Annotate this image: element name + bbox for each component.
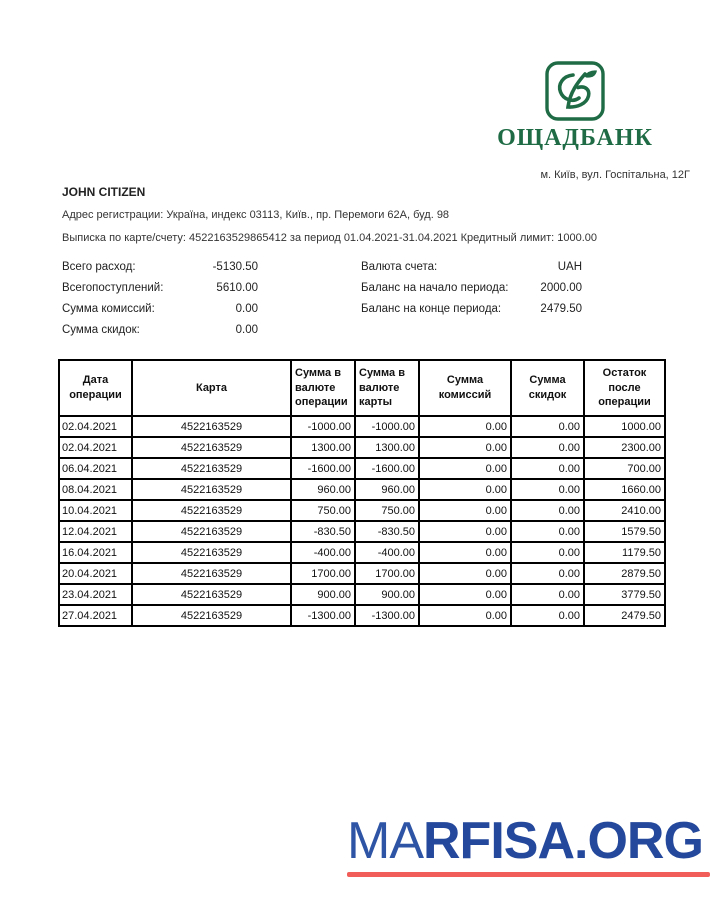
cell-amount: -1000.00 — [291, 416, 355, 437]
cell-card: 4522163529 — [132, 437, 291, 458]
summary-label: Баланс на начало периода: — [361, 282, 509, 294]
summary-row — [361, 278, 582, 299]
summary-value: UAH — [557, 261, 582, 273]
table-header-cell: Сумма скидок — [511, 360, 584, 416]
cell-amount: 0.00 — [511, 458, 584, 479]
summary-right-column — [361, 257, 582, 320]
summary-value: 2479.50 — [540, 303, 582, 315]
cell-amount: 0.00 — [419, 605, 511, 626]
table-header-cell: Сумма комиссий — [419, 360, 511, 416]
watermark-text-prefix: MA — [347, 812, 423, 870]
cell-date: 23.04.2021 — [59, 584, 132, 605]
cell-amount: 0.00 — [511, 542, 584, 563]
bank-name: ОЩАДБАНК — [497, 125, 653, 151]
cell-amount: 1179.50 — [584, 542, 665, 563]
cell-amount: 2410.00 — [584, 500, 665, 521]
transactions-table — [58, 359, 666, 627]
cell-date: 20.04.2021 — [59, 563, 132, 584]
summary-label: Сумма скидок: — [62, 324, 140, 336]
table-row — [59, 500, 665, 521]
cell-amount: 900.00 — [291, 584, 355, 605]
cell-amount: 0.00 — [419, 458, 511, 479]
cell-card: 4522163529 — [132, 500, 291, 521]
cell-amount: 0.00 — [419, 479, 511, 500]
cell-amount: 0.00 — [511, 584, 584, 605]
cell-amount: 750.00 — [355, 500, 419, 521]
summary-value: 0.00 — [235, 303, 258, 315]
watermark-text-suffix: RFISA.ORG — [423, 812, 703, 870]
cell-date: 10.04.2021 — [59, 500, 132, 521]
summary-value: 5610.00 — [216, 282, 258, 294]
cell-amount: 0.00 — [419, 563, 511, 584]
cell-date: 16.04.2021 — [59, 542, 132, 563]
cell-amount: 0.00 — [419, 542, 511, 563]
summary-label: Всегопоступлений: — [62, 282, 164, 294]
cell-card: 4522163529 — [132, 521, 291, 542]
cell-amount: 0.00 — [419, 584, 511, 605]
cell-amount: 750.00 — [291, 500, 355, 521]
registration-address: Адрес регистрации: Україна, индекс 03113, Київ., пр. Перемоги 62А, буд. 98 — [62, 209, 450, 221]
cell-amount: 0.00 — [511, 521, 584, 542]
cell-amount: 700.00 — [584, 458, 665, 479]
cell-amount: -830.50 — [355, 521, 419, 542]
cell-amount: 0.00 — [511, 605, 584, 626]
table-header-cell: Сумма в валюте операции — [291, 360, 355, 416]
cell-amount: 960.00 — [355, 479, 419, 500]
cell-amount: -830.50 — [291, 521, 355, 542]
cell-card: 4522163529 — [132, 542, 291, 563]
summary-row — [361, 257, 582, 278]
summary-left-column — [62, 257, 258, 341]
summary-row — [62, 278, 258, 299]
cell-amount: 1300.00 — [291, 437, 355, 458]
watermark-text — [347, 812, 713, 870]
customer-name: JOHN CITIZEN — [62, 185, 146, 199]
cell-card: 4522163529 — [132, 416, 291, 437]
watermark-underline — [347, 872, 710, 877]
cell-amount: 0.00 — [419, 416, 511, 437]
cell-amount: 1700.00 — [355, 563, 419, 584]
cell-date: 08.04.2021 — [59, 479, 132, 500]
cell-amount: 2879.50 — [584, 563, 665, 584]
cell-amount: 0.00 — [419, 500, 511, 521]
cell-amount: -1300.00 — [291, 605, 355, 626]
cell-amount: 1300.00 — [355, 437, 419, 458]
cell-amount: -1000.00 — [355, 416, 419, 437]
table-header-cell: Остаток после операции — [584, 360, 665, 416]
cell-amount: 0.00 — [511, 563, 584, 584]
table-row — [59, 542, 665, 563]
cell-amount: -1600.00 — [291, 458, 355, 479]
summary-value: -5130.50 — [212, 261, 258, 273]
table-header-row — [59, 360, 665, 416]
cell-amount: -1600.00 — [355, 458, 419, 479]
cell-amount: 0.00 — [419, 437, 511, 458]
cell-amount: 0.00 — [511, 479, 584, 500]
cell-amount: 0.00 — [511, 500, 584, 521]
cell-amount: -1300.00 — [355, 605, 419, 626]
cell-amount: 0.00 — [419, 521, 511, 542]
summary-label: Всего расход: — [62, 261, 136, 273]
statement-info-line: Выписка по карте/счету: 4522163529865412 за период 01.04.2021-31.04.2021 Кредитный лимит: 1000.00 — [62, 232, 598, 244]
table-header-cell: Сумма в валюте карты — [355, 360, 419, 416]
summary-label: Баланс на конце периода: — [361, 303, 502, 315]
oschadbank-emblem-icon — [544, 60, 606, 122]
watermark-logo — [347, 812, 713, 877]
cell-amount: -400.00 — [355, 542, 419, 563]
cell-amount: 1700.00 — [291, 563, 355, 584]
cell-card: 4522163529 — [132, 563, 291, 584]
bank-logo-block — [492, 60, 658, 152]
table-row — [59, 563, 665, 584]
summary-row — [62, 320, 258, 341]
summary-row — [361, 299, 582, 320]
summary-value: 0.00 — [235, 324, 258, 336]
cell-date: 02.04.2021 — [59, 416, 132, 437]
cell-amount: -400.00 — [291, 542, 355, 563]
cell-date: 02.04.2021 — [59, 437, 132, 458]
cell-date: 06.04.2021 — [59, 458, 132, 479]
bank-address: м. Київ, вул. Госпітальна, 12Г — [540, 169, 690, 181]
transactions-table-wrap — [58, 359, 666, 627]
cell-amount: 900.00 — [355, 584, 419, 605]
cell-card: 4522163529 — [132, 605, 291, 626]
cell-amount: 1579.50 — [584, 521, 665, 542]
cell-amount: 1660.00 — [584, 479, 665, 500]
cell-amount: 2300.00 — [584, 437, 665, 458]
table-row — [59, 458, 665, 479]
cell-amount: 1000.00 — [584, 416, 665, 437]
cell-amount: 0.00 — [511, 437, 584, 458]
table-row — [59, 605, 665, 626]
table-header-cell: Дата операции — [59, 360, 132, 416]
cell-amount: 0.00 — [511, 416, 584, 437]
table-row — [59, 521, 665, 542]
cell-card: 4522163529 — [132, 458, 291, 479]
cell-date: 27.04.2021 — [59, 605, 132, 626]
cell-card: 4522163529 — [132, 479, 291, 500]
table-header-cell: Карта — [132, 360, 291, 416]
summary-label: Валюта счета: — [361, 261, 438, 273]
table-row — [59, 479, 665, 500]
table-row — [59, 416, 665, 437]
summary-row — [62, 299, 258, 320]
cell-amount: 960.00 — [291, 479, 355, 500]
table-row — [59, 584, 665, 605]
cell-date: 12.04.2021 — [59, 521, 132, 542]
summary-value: 2000.00 — [540, 282, 582, 294]
cell-amount: 3779.50 — [584, 584, 665, 605]
cell-amount: 2479.50 — [584, 605, 665, 626]
summary-row — [62, 257, 258, 278]
customer-block — [62, 185, 622, 255]
table-row — [59, 437, 665, 458]
cell-card: 4522163529 — [132, 584, 291, 605]
summary-label: Сумма комиссий: — [62, 303, 155, 315]
